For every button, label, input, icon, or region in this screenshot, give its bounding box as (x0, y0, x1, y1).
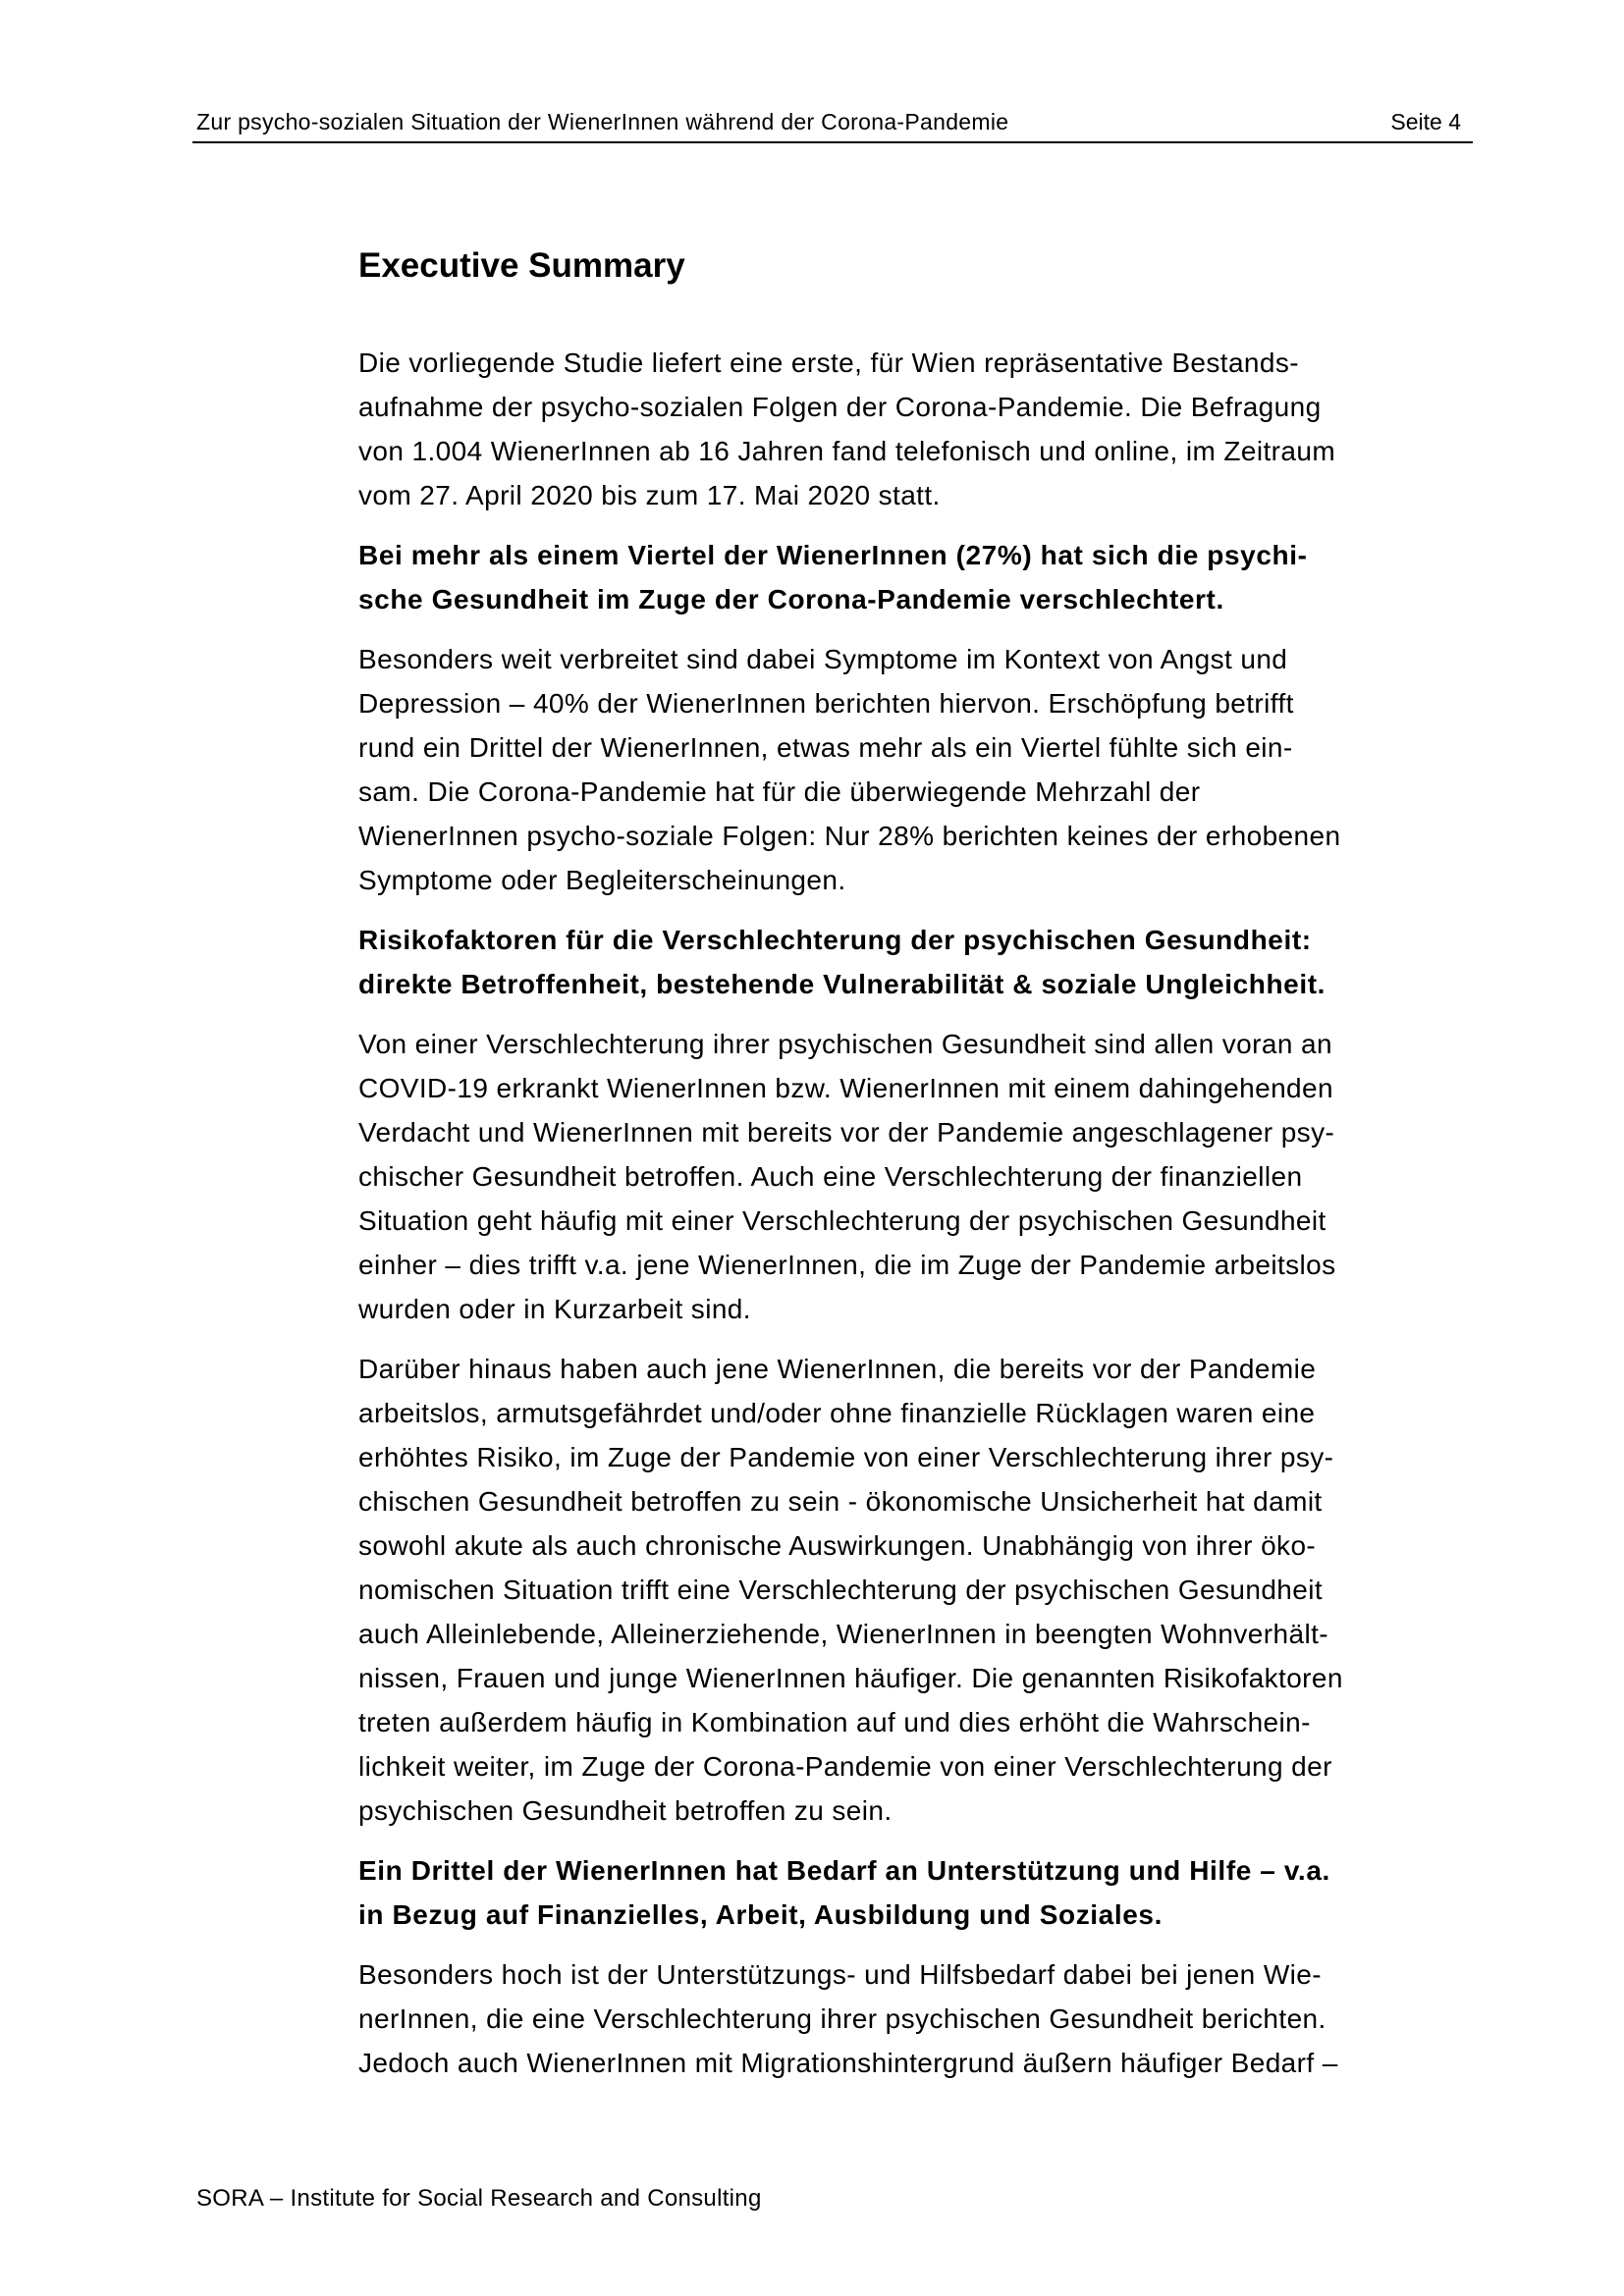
text-line: nerInnen, die eine Verschlechterung ihrer psychischen Gesundheit berichten. (358, 2003, 1326, 2034)
text-line: Depression – 40% der WienerInnen berichten hiervon. Erschöpfung betrifft (358, 688, 1294, 719)
symptoms-paragraph (358, 637, 1478, 902)
text-line: WienerInnen psycho-soziale Folgen: Nur 28% berichten keines der erhobenen (358, 821, 1341, 851)
text-line: nomischen Situation trifft eine Verschlechterung der psychischen Gesundheit (358, 1575, 1324, 1605)
text-line: Die vorliegende Studie liefert eine erste, für Wien repräsentative Bestands- (358, 347, 1299, 378)
text-line: rund ein Drittel der WienerInnen, etwas mehr als ein Viertel fühlte sich ein- (358, 732, 1293, 763)
text-line: einher – dies trifft v.a. jene WienerInnen, die im Zuge der Pandemie arbeitslos (358, 1250, 1336, 1280)
key-finding-risk-factors (358, 918, 1478, 1006)
text-line: Ein Drittel der WienerInnen hat Bedarf an Unterstützung und Hilfe – v.a. (358, 1855, 1330, 1886)
running-header (192, 102, 1473, 143)
text-line: Situation geht häufig mit einer Verschlechterung der psychischen Gesundheit (358, 1205, 1326, 1236)
text-line: direkte Betroffenheit, bestehende Vulnerabilität & soziale Ungleichheit. (358, 969, 1326, 999)
key-finding-support-needs (358, 1848, 1478, 1937)
page-number: Seite 4 (1390, 109, 1461, 134)
text-line: lichkeit weiter, im Zuge der Corona-Pandemie von einer Verschlechterung der (358, 1751, 1332, 1782)
text-line: Besonders hoch ist der Unterstützungs- und Hilfsbedarf dabei bei jenen Wie- (358, 1959, 1322, 1990)
text-line: aufnahme der psycho-sozialen Folgen der Corona-Pandemie. Die Befragung (358, 392, 1322, 422)
text-line: Darüber hinaus haben auch jene WienerInnen, die bereits vor der Pandemie (358, 1354, 1317, 1384)
text-line: von 1.004 WienerInnen ab 16 Jahren fand telefonisch und online, im Zeitraum (358, 436, 1336, 466)
text-line: Jedoch auch WienerInnen mit Migrationshintergrund äußern häufiger Bedarf – (358, 2048, 1338, 2078)
main-content (358, 240, 1478, 2101)
text-line: sowohl akute als auch chronische Auswirkungen. Unabhängig von ihrer öko- (358, 1530, 1317, 1561)
header-title: Zur psycho-sozialen Situation der WienerInnen während der Corona-Pandemie (196, 109, 1009, 134)
text-line: nissen, Frauen und junge WienerInnen häufiger. Die genannten Risikofaktoren (358, 1663, 1343, 1693)
text-line: Von einer Verschlechterung ihrer psychischen Gesundheit sind allen voran an (358, 1029, 1332, 1059)
support-paragraph (358, 1952, 1478, 2085)
text-line: sche Gesundheit im Zuge der Corona-Pandemie verschlechtert. (358, 584, 1224, 614)
page-footer: SORA – Institute for Social Research and Consulting (196, 2185, 762, 2212)
text-line: Symptome oder Begleiterscheinungen. (358, 865, 846, 895)
text-line: psychischen Gesundheit betroffen zu sein. (358, 1795, 893, 1826)
text-line: sam. Die Corona-Pandemie hat für die überwiegende Mehrzahl der (358, 776, 1201, 807)
text-line: Risikofaktoren für die Verschlechterung der psychischen Gesundheit: (358, 925, 1312, 955)
risk-paragraph-2 (358, 1347, 1478, 1833)
risk-paragraph-1 (358, 1022, 1478, 1331)
text-line: wurden oder in Kurzarbeit sind. (358, 1294, 751, 1324)
text-line: vom 27. April 2020 bis zum 17. Mai 2020 statt. (358, 480, 941, 510)
text-line: arbeitslos, armutsgefährdet und/oder ohne finanzielle Rücklagen waren eine (358, 1398, 1316, 1428)
text-line: COVID-19 erkrankt WienerInnen bzw. WienerInnen mit einem dahingehenden (358, 1073, 1333, 1103)
text-line: treten außerdem häufig in Kombination auf und dies erhöht die Wahrschein- (358, 1707, 1311, 1737)
text-line: chischer Gesundheit betroffen. Auch eine Verschlechterung der finanziellen (358, 1161, 1303, 1192)
text-line: erhöhtes Risiko, im Zuge der Pandemie von einer Verschlechterung ihrer psy- (358, 1442, 1334, 1472)
text-line: Besonders weit verbreitet sind dabei Symptome im Kontext von Angst und (358, 644, 1288, 674)
key-finding-mental-health (358, 533, 1478, 621)
text-line: chischen Gesundheit betroffen zu sein - ökonomische Unsicherheit hat damit (358, 1486, 1323, 1517)
text-line: Verdacht und WienerInnen mit bereits vor der Pandemie angeschlagener psy- (358, 1117, 1335, 1148)
text-line: Bei mehr als einem Viertel der WienerInnen (27%) hat sich die psychi- (358, 540, 1308, 570)
section-heading: Executive Summary (358, 246, 685, 285)
text-line: in Bezug auf Finanzielles, Arbeit, Ausbildung und Soziales. (358, 1899, 1163, 1930)
text-line: auch Alleinlebende, Alleinerziehende, WienerInnen in beengten Wohnverhält- (358, 1619, 1328, 1649)
intro-paragraph (358, 341, 1478, 517)
